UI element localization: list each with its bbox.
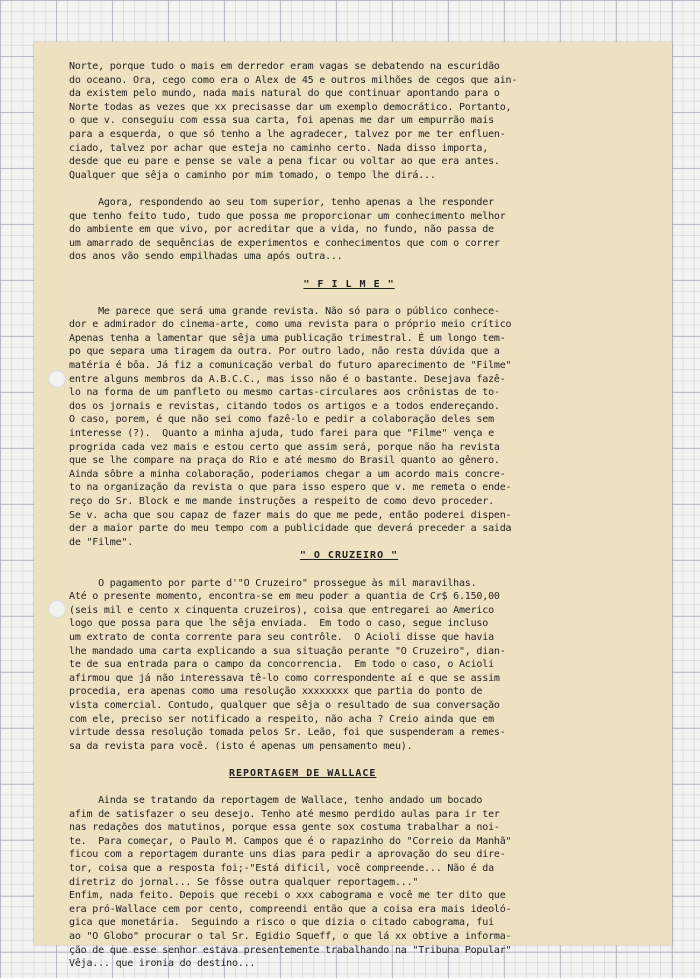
text-line: O caso, porem, é que não sei como fazê-lo e pedir a colaboração deles sem	[69, 414, 494, 426]
text-line: Agora, respondendo ao seu tom superior, tenho apenas a lhe responder	[69, 196, 494, 208]
text-line: der a maior parte do meu tempo com a publicidade que deverá preceder a saida	[69, 523, 512, 535]
punch-hole	[48, 370, 66, 388]
paragraph-filme	[69, 305, 629, 550]
heading-filme: " F I L M E "	[303, 278, 395, 290]
text-line: O pagamento por parte d'"O Cruzeiro" prossegue às mil maravilhas.	[69, 577, 477, 589]
text-line: da existem pelo mundo, nada mais natural do que continuar apontando para o	[69, 88, 500, 100]
text-line: o que v. conseguiu com essa sua carta, foi apenas me dar um empurrão mais	[69, 115, 494, 127]
text-line: virtude dessa resolução tomada pelos Sr. Leão, foi que suspenderam a remes-	[69, 727, 506, 739]
text-line: gica que monetária. Seguindo a risco o que dizia o citado cabograma, fui	[69, 917, 494, 929]
text-line: vista comercial. Contudo, qualquer que sêja o resultado de sua conversação	[69, 699, 500, 711]
text-line: Norte, porque tudo o mais em derredor eram vagas se debatendo na escuridão	[69, 61, 500, 72]
text-line: ficou com a reportagem durante uns dias para pedir a aprovação do seu dire-	[69, 849, 506, 861]
paragraph-cruzeiro	[69, 577, 629, 754]
text-line: po que separa uma tiragem da outra. Por outro lado, não resta dúvida que a	[69, 346, 500, 358]
text-line: dos anos vão sendo empilhadas uma após outra...	[69, 251, 343, 263]
text-line: procedia, era apenas como uma resolução xxxxxxxx que partia do ponto de	[69, 686, 483, 698]
text-line: interesse (?). Quanto a minha ajuda, tudo farei para que "Filme" vença e	[69, 428, 494, 440]
heading-cruzeiro: " O CRUZEIRO "	[299, 550, 399, 562]
text-line: do ambiente em que vivo, por acreditar que a vida, no fundo, não passa de	[69, 224, 494, 236]
text-line: afim de satisfazer o seu desejo. Tenho até mesmo perdido aulas para ir ter	[69, 808, 500, 820]
punch-hole	[48, 600, 66, 618]
text-line: era pró-Wallace cem por cento, compreendi então que a coisa era mais ideoló-	[69, 903, 512, 915]
text-line: matéria é bôa. Já fiz a comunicação verbal do futuro aparecimento de "Filme"	[69, 360, 512, 372]
text-line: com ele, preciso ser notificado a respeito, não acha ? Creio ainda que em	[69, 713, 494, 725]
text-line: que se lhe compare na praça do Rio e até mesmo do Brasil quanto ao gênero.	[69, 455, 500, 467]
text-line: nas redações dos matutinos, porque essa gente sox costuma trabalhar a noi-	[69, 822, 500, 834]
letter-body	[69, 60, 629, 971]
text-line: Vêja... que ironia do destino...	[69, 958, 256, 970]
text-line: progrida cada vez mais e estou certo que assim será, porque não ha revista	[69, 441, 500, 453]
text-line: ção de que esse senhor estava presentemente trabalhando na "Tribuna Popular"	[69, 944, 512, 956]
paragraph-intro	[69, 60, 629, 182]
text-line: para a esquerda, o que só tenho a lhe agradecer, talvez por me ter enfluen-	[69, 128, 506, 140]
heading-reportagem: REPORTAGEM DE WALLACE	[229, 767, 377, 779]
text-line: dor e admirador do cinema-arte, como uma revista para o próprio meio crítico	[69, 319, 512, 331]
text-line: Ainda sôbre a minha colaboração, poderiamos chegar a um acordo mais concre-	[69, 468, 506, 480]
text-line: que tenho feito tudo, tudo que possa me proporcionar um conhecimento melhor	[69, 210, 506, 222]
text-line: te de sua entrada para o campo da concorrencia. Em todo o caso, o Acioli	[69, 659, 494, 671]
text-line: de "Filme".	[69, 536, 134, 548]
text-line: Apenas tenha a lamentar que sêja uma publicação trimestral. É um longo tem-	[69, 332, 506, 344]
text-line: te. Para começar, o Paulo M. Campos que é o rapazinho do "Correio da Manhã"	[69, 835, 512, 847]
text-line: Enfim, nada feito. Depois que recebi o xxx cabograma e você me ter dito que	[69, 890, 506, 902]
text-line: sa da revista para você. (isto é apenas um pensamento meu).	[69, 740, 413, 752]
text-line: tor, coisa que a resposta foi;-"Está dificil, você compreende... Não é da	[69, 863, 494, 875]
text-line: lo na forma de um panfleto ou mesmo cartas-circulares aos crônistas de to-	[69, 387, 500, 399]
paragraph-agora	[69, 196, 629, 264]
text-line: reço do Sr. Block e me mande instruções a respeito de como devo proceder.	[69, 496, 494, 507]
paragraph-reportagem	[69, 794, 629, 971]
text-line: um amarrado de sequências de experimentos e conhecimentos que com o correr	[69, 237, 500, 249]
text-line: Se v. acha que sou capaz de fazer mais do que me pede, então poderei dispen-	[69, 509, 512, 521]
text-line: Ainda se tratando da reportagem de Wallace, tenho andado um bocado	[69, 795, 483, 807]
text-line: entre alguns membros da A.B.C.C., mas isso não é o bastante. Desejava fazê-	[69, 373, 506, 385]
text-line: ciado, talvez por achar que esteja no caminho certo. Nada disso importa,	[69, 142, 489, 154]
text-line: Até o presente momento, encontra-se em meu poder a quantia de Cr$ 6.150,00	[69, 591, 500, 603]
text-line: afirmou que já não interessava tê-lo como correspondente aí e que se assim	[69, 672, 500, 684]
text-line: diretriz do jornal... Se fôsse outra qualquer reportagem..."	[69, 876, 419, 888]
text-line: (seis mil e cento x cinquenta cruzeiros), coisa que entregarei ao Americo	[69, 604, 494, 616]
text-line: lhe mandado uma carta explicando a sua situação perante "O Cruzeiro", dian-	[69, 645, 506, 657]
text-line: um extrato de conta corrente para seu contrôle. O Acioli disse que havia	[69, 631, 494, 643]
text-line: dos os jornais e revistas, citando todos os artigos e a todos endereçando.	[69, 400, 500, 412]
text-line: Qualquer que sêja o caminho por mim tomado, o tempo lhe dirá...	[69, 169, 436, 181]
text-line: Norte todas as vezes que xx precisasse dar um exemplo democrático. Portanto,	[69, 101, 512, 113]
text-line: Me parece que será uma grande revista. Não só para o público conhece-	[69, 305, 500, 317]
text-line: to na organização da revista o que para isso espero que v. me remeta o ende-	[69, 482, 512, 494]
text-line: logo que possa para que lhe sêja enviada. Em todo o caso, segue incluso	[69, 618, 489, 630]
text-line: desde que eu pare e pense se vale a pena ficar ou voltar ao que era antes.	[69, 156, 500, 168]
text-line: ao "O Globo" procurar o tal Sr. Egidio Squeff, o que lá xx obtive a informa-	[69, 931, 512, 942]
text-line: do oceano. Ora, cego como era o Alex de 45 e outros milhões de cegos que ain-	[69, 74, 518, 86]
